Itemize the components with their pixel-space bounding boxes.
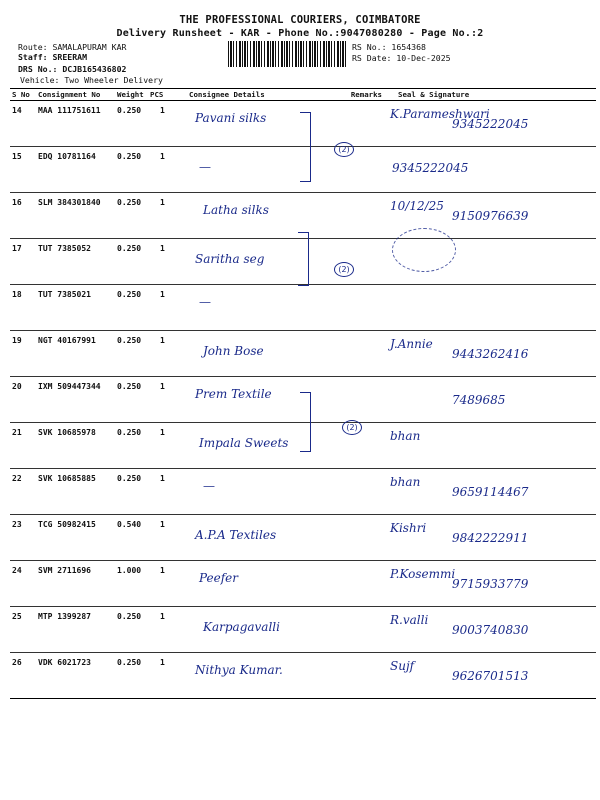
row-sno: 22 (10, 469, 36, 515)
remark-circle: (2) (334, 262, 354, 277)
vehicle-label: Vehicle: Two Wheeler Delivery (20, 75, 163, 85)
table-row (10, 653, 596, 699)
receiver-phone: 9003740830 (452, 623, 529, 637)
row-weight: 0.250 (115, 377, 148, 423)
consignee-handwriting: — (199, 295, 211, 309)
consignee-handwriting: Saritha seg (195, 252, 265, 266)
consignee-handwriting: Prem Textile (195, 387, 272, 401)
grouping-bracket (300, 112, 311, 182)
row-sno: 24 (10, 561, 36, 607)
row-pcs: 1 (148, 607, 187, 653)
seal-signature: Kishri (390, 521, 427, 535)
row-weight: 0.250 (115, 239, 148, 285)
table-row (10, 561, 596, 607)
row-remarks (332, 285, 382, 331)
row-weight: 0.250 (115, 101, 148, 147)
row-consignment: SLM 384301840 (36, 193, 115, 239)
row-seal (382, 515, 596, 561)
row-seal (382, 101, 596, 147)
row-seal (382, 561, 596, 607)
table-row (10, 607, 596, 653)
seal-stamp (392, 228, 456, 272)
col-weight: Weight (115, 89, 148, 101)
row-consignment: EDQ 10781164 (36, 147, 115, 193)
seal-signature: Sujf (390, 659, 415, 673)
receiver-phone: 7489685 (452, 393, 506, 407)
consignee-handwriting: Latha silks (203, 203, 269, 217)
row-consignee (187, 561, 332, 607)
row-remarks (332, 331, 382, 377)
table-header-row (10, 89, 596, 101)
row-seal (382, 285, 596, 331)
row-consignment: NGT 40167991 (36, 331, 115, 377)
seal-signature: J.Annie (390, 337, 433, 351)
table-row (10, 285, 596, 331)
row-weight: 0.250 (115, 147, 148, 193)
row-sno: 18 (10, 285, 36, 331)
grouping-bracket (298, 232, 309, 286)
seal-signature: K.Parameshwari (390, 107, 490, 121)
receiver-phone: 9345222045 (452, 117, 529, 131)
receiver-phone: 9150976639 (452, 209, 529, 223)
row-sno: 14 (10, 101, 36, 147)
row-pcs: 1 (148, 515, 187, 561)
row-pcs: 1 (148, 469, 187, 515)
consignee-handwriting: A.P.A Textiles (195, 528, 277, 542)
row-pcs: 1 (148, 423, 187, 469)
consignee-handwriting: — (203, 479, 215, 493)
seal-signature: 10/12/25 (390, 199, 444, 213)
row-weight: 0.250 (115, 285, 148, 331)
barcode (228, 41, 346, 67)
row-pcs: 1 (148, 147, 187, 193)
row-sno: 16 (10, 193, 36, 239)
row-weight: 0.250 (115, 607, 148, 653)
row-consignment: MAA 111751611 (36, 101, 115, 147)
row-consignee (187, 285, 332, 331)
row-pcs: 1 (148, 239, 187, 285)
row-consignee (187, 515, 332, 561)
seal-signature: bhan (390, 475, 421, 489)
row-seal (382, 423, 596, 469)
receiver-phone: 9626701513 (452, 669, 529, 683)
consignee-handwriting: — (199, 160, 211, 174)
row-sno: 17 (10, 239, 36, 285)
table-row (10, 515, 596, 561)
row-consignee (187, 193, 332, 239)
row-remarks (332, 561, 382, 607)
col-consignee: Consignee Details (187, 89, 332, 101)
row-consignee (187, 331, 332, 377)
table-row (10, 469, 596, 515)
receiver-phone: 9659114467 (452, 485, 529, 499)
row-remarks (332, 193, 382, 239)
receiver-phone: 9345222045 (392, 161, 469, 175)
row-weight: 0.250 (115, 423, 148, 469)
row-sno: 19 (10, 331, 36, 377)
company-name: THE PROFESSIONAL COURIERS, COIMBATORE (179, 14, 421, 26)
row-consignment: SVK 10685978 (36, 423, 115, 469)
rs-date: RS Date: 10-Dec-2025 (352, 53, 451, 63)
row-consignment: TCG 50982415 (36, 515, 115, 561)
row-remarks (332, 101, 382, 147)
seal-signature: P.Kosemmi (390, 567, 456, 581)
consignee-handwriting: John Bose (203, 344, 264, 358)
row-seal (382, 653, 596, 699)
receiver-phone: 9842222911 (452, 531, 529, 545)
consignee-handwriting: Impala Sweets (199, 436, 289, 450)
row-weight: 0.250 (115, 653, 148, 699)
row-remarks (332, 515, 382, 561)
row-consignee (187, 607, 332, 653)
row-sno: 20 (10, 377, 36, 423)
row-consignment: MTP 1399287 (36, 607, 115, 653)
row-sno: 15 (10, 147, 36, 193)
remark-circle: (2) (334, 142, 354, 157)
row-weight: 0.250 (115, 331, 148, 377)
row-pcs: 1 (148, 101, 187, 147)
row-seal (382, 377, 596, 423)
row-pcs: 1 (148, 561, 187, 607)
seal-signature: R.valli (390, 613, 429, 627)
row-seal (382, 331, 596, 377)
row-pcs: 1 (148, 285, 187, 331)
grouping-bracket (300, 392, 311, 452)
row-consignee (187, 469, 332, 515)
consignee-handwriting: Karpagavalli (203, 620, 280, 634)
row-sno: 21 (10, 423, 36, 469)
row-weight: 0.540 (115, 515, 148, 561)
row-pcs: 1 (148, 377, 187, 423)
row-consignment: IXM 509447344 (36, 377, 115, 423)
row-sno: 25 (10, 607, 36, 653)
row-weight: 0.250 (115, 193, 148, 239)
row-consignment: TUT 7385052 (36, 239, 115, 285)
row-seal (382, 607, 596, 653)
row-remarks (332, 653, 382, 699)
row-remarks (332, 377, 382, 423)
row-pcs: 1 (148, 653, 187, 699)
row-weight: 0.250 (115, 469, 148, 515)
row-remarks (332, 469, 382, 515)
row-consignee (187, 239, 332, 285)
row-sno: 23 (10, 515, 36, 561)
runsheet-subtitle: Delivery Runsheet - KAR - Phone No.:9047080280 - Page No.:2 (116, 28, 484, 39)
row-seal (382, 469, 596, 515)
route-label: Route: SAMALAPURAM KAR (18, 42, 127, 52)
receiver-phone: 9443262416 (452, 347, 529, 361)
col-pcs: PCS (148, 89, 187, 101)
receiver-phone: 9715933779 (452, 577, 529, 591)
row-remarks (332, 607, 382, 653)
staff-label: Staff: SREERAM (18, 52, 88, 62)
row-consignment: VDK 6021723 (36, 653, 115, 699)
table-row (10, 331, 596, 377)
col-remarks: Remarks (332, 89, 382, 101)
consignee-handwriting: Pavani silks (195, 111, 267, 125)
row-consignment: SVM 2711696 (36, 561, 115, 607)
row-seal (382, 147, 596, 193)
consignee-handwriting: Nithya Kumar. (195, 663, 283, 677)
row-pcs: 1 (148, 331, 187, 377)
consignee-handwriting: Peefer (199, 571, 239, 585)
row-consignee (187, 653, 332, 699)
row-consignment: SVK 10685885 (36, 469, 115, 515)
drs-label: DRS No.: DCJB165436802 (18, 64, 127, 74)
row-consignment: TUT 7385021 (36, 285, 115, 331)
row-pcs: 1 (148, 193, 187, 239)
col-consignment: Consignment No (36, 89, 115, 101)
row-sno: 26 (10, 653, 36, 699)
col-sno: S No (10, 89, 36, 101)
rs-number: RS No.: 1654368 (352, 42, 426, 52)
col-seal: Seal & Signature (382, 89, 596, 101)
row-weight: 1.000 (115, 561, 148, 607)
seal-signature: bhan (390, 429, 421, 443)
remark-circle: (2) (342, 420, 362, 435)
